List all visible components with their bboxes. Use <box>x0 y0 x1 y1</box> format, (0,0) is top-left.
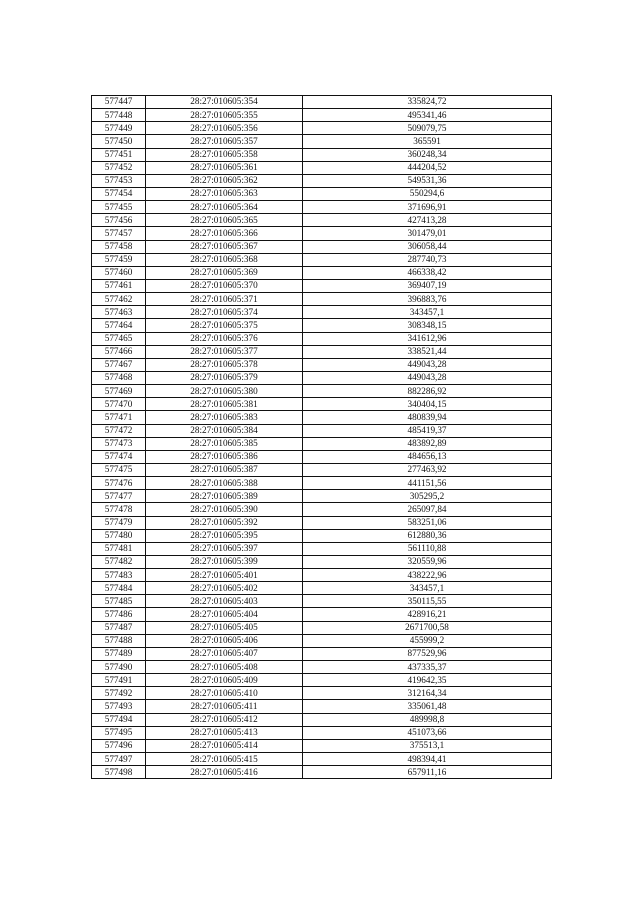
value-cell: 583251,06 <box>303 516 552 529</box>
value-cell: 427413,28 <box>303 214 552 227</box>
value-cell: 306058,44 <box>303 240 552 253</box>
row-number-cell: 577470 <box>92 398 146 411</box>
table-row <box>92 306 552 319</box>
value-cell: 509079,75 <box>303 122 552 135</box>
row-number-cell: 577475 <box>92 463 146 476</box>
row-number-cell: 577497 <box>92 753 146 766</box>
row-number-cell: 577467 <box>92 358 146 371</box>
cadastral-number-cell: 28:27:010605:387 <box>146 463 303 476</box>
cadastral-number-cell: 28:27:010605:364 <box>146 201 303 214</box>
cadastral-number-cell: 28:27:010605:415 <box>146 753 303 766</box>
value-cell: 369407,19 <box>303 279 552 292</box>
cadastral-number-cell: 28:27:010605:355 <box>146 109 303 122</box>
value-cell: 449043,28 <box>303 358 552 371</box>
table-row <box>92 661 552 674</box>
cadastral-number-cell: 28:27:010605:362 <box>146 174 303 187</box>
value-cell: 320559,96 <box>303 555 552 568</box>
cadastral-number-cell: 28:27:010605:366 <box>146 227 303 240</box>
value-cell: 449043,28 <box>303 371 552 384</box>
cadastral-number-cell: 28:27:010605:363 <box>146 187 303 200</box>
value-cell: 498394,41 <box>303 753 552 766</box>
table-row <box>92 477 552 490</box>
cadastral-number-cell: 28:27:010605:399 <box>146 555 303 568</box>
cadastral-number-cell: 28:27:010605:395 <box>146 529 303 542</box>
cadastral-number-cell: 28:27:010605:374 <box>146 306 303 319</box>
row-number-cell: 577476 <box>92 477 146 490</box>
row-number-cell: 577482 <box>92 555 146 568</box>
value-cell: 484656,13 <box>303 450 552 463</box>
cadastral-number-cell: 28:27:010605:380 <box>146 385 303 398</box>
row-number-cell: 577466 <box>92 345 146 358</box>
cadastral-number-cell: 28:27:010605:408 <box>146 661 303 674</box>
table-row <box>92 582 552 595</box>
row-number-cell: 577463 <box>92 306 146 319</box>
table-row <box>92 293 552 306</box>
value-cell: 308348,15 <box>303 319 552 332</box>
row-number-cell: 577483 <box>92 569 146 582</box>
row-number-cell: 577450 <box>92 135 146 148</box>
cadastral-number-cell: 28:27:010605:389 <box>146 490 303 503</box>
value-cell: 485419,37 <box>303 424 552 437</box>
table-row <box>92 490 552 503</box>
row-number-cell: 577449 <box>92 122 146 135</box>
row-number-cell: 577452 <box>92 161 146 174</box>
row-number-cell: 577469 <box>92 385 146 398</box>
value-cell: 877529,96 <box>303 647 552 660</box>
row-number-cell: 577496 <box>92 739 146 752</box>
row-number-cell: 577486 <box>92 608 146 621</box>
value-cell: 419642,35 <box>303 674 552 687</box>
row-number-cell: 577485 <box>92 595 146 608</box>
row-number-cell: 577487 <box>92 621 146 634</box>
cadastral-number-cell: 28:27:010605:402 <box>146 582 303 595</box>
value-cell: 561110,88 <box>303 542 552 555</box>
row-number-cell: 577478 <box>92 503 146 516</box>
cadastral-number-cell: 28:27:010605:384 <box>146 424 303 437</box>
cadastral-number-cell: 28:27:010605:369 <box>146 266 303 279</box>
cadastral-number-cell: 28:27:010605:378 <box>146 358 303 371</box>
value-cell: 455999,2 <box>303 634 552 647</box>
table-row <box>92 555 552 568</box>
cadastral-number-cell: 28:27:010605:414 <box>146 739 303 752</box>
table-row <box>92 371 552 384</box>
cadastral-value-table <box>91 95 552 779</box>
cadastral-number-cell: 28:27:010605:385 <box>146 437 303 450</box>
cadastral-number-cell: 28:27:010605:397 <box>146 542 303 555</box>
table-body <box>92 96 552 779</box>
value-cell: 340404,15 <box>303 398 552 411</box>
table-row <box>92 227 552 240</box>
value-cell: 480839,94 <box>303 411 552 424</box>
table-row <box>92 96 552 109</box>
table-row <box>92 319 552 332</box>
cadastral-number-cell: 28:27:010605:357 <box>146 135 303 148</box>
row-number-cell: 577448 <box>92 109 146 122</box>
table-row <box>92 279 552 292</box>
cadastral-number-cell: 28:27:010605:410 <box>146 687 303 700</box>
cadastral-number-cell: 28:27:010605:388 <box>146 477 303 490</box>
cadastral-number-cell: 28:27:010605:407 <box>146 647 303 660</box>
cadastral-number-cell: 28:27:010605:401 <box>146 569 303 582</box>
row-number-cell: 577456 <box>92 214 146 227</box>
cadastral-number-cell: 28:27:010605:412 <box>146 713 303 726</box>
cadastral-number-cell: 28:27:010605:365 <box>146 214 303 227</box>
value-cell: 466338,42 <box>303 266 552 279</box>
cadastral-number-cell: 28:27:010605:375 <box>146 319 303 332</box>
cadastral-number-cell: 28:27:010605:371 <box>146 293 303 306</box>
row-number-cell: 577484 <box>92 582 146 595</box>
table-row <box>92 109 552 122</box>
table-row <box>92 411 552 424</box>
table-row <box>92 516 552 529</box>
value-cell: 444204,52 <box>303 161 552 174</box>
table-row <box>92 700 552 713</box>
table-row <box>92 542 552 555</box>
table-row <box>92 674 552 687</box>
cadastral-number-cell: 28:27:010605:354 <box>146 96 303 109</box>
table-row <box>92 122 552 135</box>
table-row <box>92 529 552 542</box>
row-number-cell: 577494 <box>92 713 146 726</box>
table-row <box>92 174 552 187</box>
table-row <box>92 161 552 174</box>
value-cell: 396883,76 <box>303 293 552 306</box>
value-cell: 350115,55 <box>303 595 552 608</box>
table-row <box>92 647 552 660</box>
table-row <box>92 437 552 450</box>
row-number-cell: 577451 <box>92 148 146 161</box>
row-number-cell: 577455 <box>92 201 146 214</box>
value-cell: 428916,21 <box>303 608 552 621</box>
value-cell: 483892,89 <box>303 437 552 450</box>
table-row <box>92 503 552 516</box>
table-row <box>92 424 552 437</box>
table-row <box>92 240 552 253</box>
cadastral-number-cell: 28:27:010605:411 <box>146 700 303 713</box>
value-cell: 305295,2 <box>303 490 552 503</box>
table-row <box>92 634 552 647</box>
table-row <box>92 766 552 779</box>
value-cell: 343457,1 <box>303 582 552 595</box>
table-row <box>92 135 552 148</box>
value-cell: 375513,1 <box>303 739 552 752</box>
value-cell: 451073,66 <box>303 726 552 739</box>
row-number-cell: 577495 <box>92 726 146 739</box>
row-number-cell: 577464 <box>92 319 146 332</box>
value-cell: 441151,56 <box>303 477 552 490</box>
value-cell: 2671700,58 <box>303 621 552 634</box>
cadastral-number-cell: 28:27:010605:368 <box>146 253 303 266</box>
cadastral-number-cell: 28:27:010605:383 <box>146 411 303 424</box>
row-number-cell: 577479 <box>92 516 146 529</box>
cadastral-number-cell: 28:27:010605:413 <box>146 726 303 739</box>
table-row <box>92 345 552 358</box>
table-row <box>92 726 552 739</box>
value-cell: 277463,92 <box>303 463 552 476</box>
cadastral-number-cell: 28:27:010605:356 <box>146 122 303 135</box>
cadastral-number-cell: 28:27:010605:376 <box>146 332 303 345</box>
value-cell: 312164,34 <box>303 687 552 700</box>
value-cell: 335824,72 <box>303 96 552 109</box>
row-number-cell: 577481 <box>92 542 146 555</box>
row-number-cell: 577493 <box>92 700 146 713</box>
table-row <box>92 266 552 279</box>
cadastral-number-cell: 28:27:010605:405 <box>146 621 303 634</box>
row-number-cell: 577460 <box>92 266 146 279</box>
row-number-cell: 577488 <box>92 634 146 647</box>
cadastral-number-cell: 28:27:010605:361 <box>146 161 303 174</box>
table-row <box>92 398 552 411</box>
value-cell: 365591 <box>303 135 552 148</box>
value-cell: 657911,16 <box>303 766 552 779</box>
value-cell: 360248,34 <box>303 148 552 161</box>
value-cell: 287740,73 <box>303 253 552 266</box>
row-number-cell: 577462 <box>92 293 146 306</box>
table-row <box>92 687 552 700</box>
row-number-cell: 577480 <box>92 529 146 542</box>
row-number-cell: 577457 <box>92 227 146 240</box>
cadastral-number-cell: 28:27:010605:409 <box>146 674 303 687</box>
value-cell: 495341,46 <box>303 109 552 122</box>
cadastral-number-cell: 28:27:010605:390 <box>146 503 303 516</box>
value-cell: 612880,36 <box>303 529 552 542</box>
row-number-cell: 577490 <box>92 661 146 674</box>
row-number-cell: 577477 <box>92 490 146 503</box>
cadastral-number-cell: 28:27:010605:377 <box>146 345 303 358</box>
cadastral-number-cell: 28:27:010605:403 <box>146 595 303 608</box>
row-number-cell: 577474 <box>92 450 146 463</box>
value-cell: 489998,8 <box>303 713 552 726</box>
value-cell: 301479,01 <box>303 227 552 240</box>
cadastral-number-cell: 28:27:010605:406 <box>146 634 303 647</box>
row-number-cell: 577491 <box>92 674 146 687</box>
value-cell: 341612,96 <box>303 332 552 345</box>
table-row <box>92 187 552 200</box>
cadastral-number-cell: 28:27:010605:370 <box>146 279 303 292</box>
table-row <box>92 713 552 726</box>
table-row <box>92 253 552 266</box>
table-row <box>92 214 552 227</box>
table-row <box>92 608 552 621</box>
row-number-cell: 577471 <box>92 411 146 424</box>
value-cell: 550294,6 <box>303 187 552 200</box>
table-row <box>92 450 552 463</box>
row-number-cell: 577447 <box>92 96 146 109</box>
row-number-cell: 577489 <box>92 647 146 660</box>
row-number-cell: 577498 <box>92 766 146 779</box>
table-row <box>92 595 552 608</box>
cadastral-number-cell: 28:27:010605:416 <box>146 766 303 779</box>
table-row <box>92 753 552 766</box>
cadastral-number-cell: 28:27:010605:404 <box>146 608 303 621</box>
row-number-cell: 577454 <box>92 187 146 200</box>
table-row <box>92 739 552 752</box>
table-row <box>92 148 552 161</box>
cadastral-number-cell: 28:27:010605:381 <box>146 398 303 411</box>
row-number-cell: 577465 <box>92 332 146 345</box>
value-cell: 549531,36 <box>303 174 552 187</box>
cadastral-number-cell: 28:27:010605:379 <box>146 371 303 384</box>
value-cell: 437335,37 <box>303 661 552 674</box>
cadastral-number-cell: 28:27:010605:358 <box>146 148 303 161</box>
value-cell: 438222,96 <box>303 569 552 582</box>
row-number-cell: 577453 <box>92 174 146 187</box>
row-number-cell: 577473 <box>92 437 146 450</box>
table-row <box>92 358 552 371</box>
table-row <box>92 463 552 476</box>
row-number-cell: 577458 <box>92 240 146 253</box>
row-number-cell: 577459 <box>92 253 146 266</box>
cadastral-number-cell: 28:27:010605:386 <box>146 450 303 463</box>
table-row <box>92 385 552 398</box>
row-number-cell: 577492 <box>92 687 146 700</box>
table-row <box>92 201 552 214</box>
value-cell: 265097,84 <box>303 503 552 516</box>
value-cell: 335061,48 <box>303 700 552 713</box>
row-number-cell: 577468 <box>92 371 146 384</box>
value-cell: 882286,92 <box>303 385 552 398</box>
value-cell: 371696,91 <box>303 201 552 214</box>
value-cell: 343457,1 <box>303 306 552 319</box>
row-number-cell: 577461 <box>92 279 146 292</box>
value-cell: 338521,44 <box>303 345 552 358</box>
table-row <box>92 332 552 345</box>
cadastral-number-cell: 28:27:010605:367 <box>146 240 303 253</box>
cadastral-number-cell: 28:27:010605:392 <box>146 516 303 529</box>
row-number-cell: 577472 <box>92 424 146 437</box>
table-row <box>92 569 552 582</box>
table-row <box>92 621 552 634</box>
